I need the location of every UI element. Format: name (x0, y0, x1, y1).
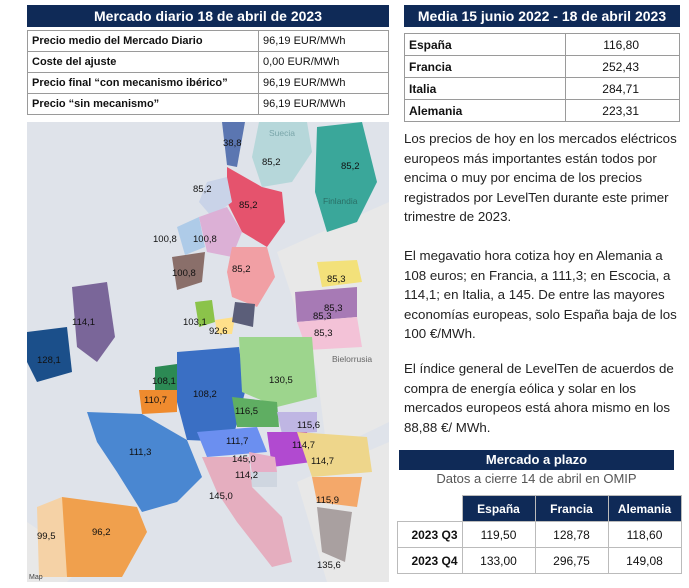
map-price-label: 145,0 (232, 454, 256, 465)
map-price-label: 92,6 (209, 326, 228, 337)
average-table (404, 33, 680, 122)
futures-table (397, 495, 682, 574)
map-price-label: 115,9 (316, 495, 340, 506)
map-price-label: 85,3 (314, 328, 333, 339)
map-price-label: 100,8 (193, 234, 217, 245)
row-label: Alemania (405, 100, 566, 122)
row-value: 0,00 EUR/MWh (259, 52, 389, 73)
map-price-label: 85,2 (232, 264, 251, 275)
average-header: Media 15 junio 2022 - 18 de abril 2023 (404, 5, 680, 27)
map-region-name: Suecia (269, 128, 295, 138)
futures-header: Mercado a plazo (399, 450, 674, 470)
map-price-label: 116,5 (235, 406, 259, 417)
map-price-label: 108,1 (152, 376, 176, 387)
row-value: 116,80 (566, 34, 680, 56)
row-value: 96,19 EUR/MWh (259, 73, 389, 94)
row-label: Italia (405, 78, 566, 100)
table-row (398, 548, 682, 574)
row-value: 223,31 (566, 100, 680, 122)
table-row (405, 34, 680, 56)
map-price-label: 85,3 (324, 303, 343, 314)
map-price-label: 114,7 (292, 440, 316, 451)
map-price-label: 114,1 (72, 317, 96, 328)
map-price-label: 110,7 (144, 395, 168, 406)
paragraph-1: Los precios de hoy en los mercados eléctricos europeos más importantes están todos por encima o muy por encima de los precios registrados por LevelTen durante este primer trimestre de 2023. (404, 131, 677, 224)
cell: 296,75 (535, 548, 608, 574)
row-label: Precio medio del Mercado Diario (28, 31, 259, 52)
row-value: 96,19 EUR/MWh (259, 31, 389, 52)
paragraph-3: El índice general de LevelTen de acuerdos de compra de energía eólica y solar en los mercados europeos está ahora mismo en los 88,88 €/ MWh. (404, 361, 674, 435)
daily-market-header: Mercado diario 18 de abril de 2023 (27, 5, 389, 27)
map-price-label: 128,1 (37, 355, 61, 366)
cell: 133,00 (462, 548, 535, 574)
table-row (28, 73, 389, 94)
map-price-label: 85,3 (313, 311, 332, 322)
table-row (28, 31, 389, 52)
map-price-label: 114,2 (235, 470, 259, 481)
row-label: Precio “sin mecanismo” (28, 94, 259, 115)
map-price-label: 96,2 (92, 527, 111, 538)
table-row (405, 56, 680, 78)
map-price-label: 108,2 (193, 389, 217, 400)
column-header: Francia (535, 496, 608, 522)
map-price-label: 85,2 (239, 200, 258, 211)
map-price-label: 99,5 (37, 531, 56, 542)
map-price-label: 100,8 (172, 268, 196, 279)
map-price-label: 111,3 (129, 447, 152, 458)
row-label: España (405, 34, 566, 56)
cell: 118,60 (608, 522, 681, 548)
map-price-label: 130,5 (269, 375, 293, 386)
row-value: 284,71 (566, 78, 680, 100)
table-row (28, 52, 389, 73)
row-label: 2023 Q4 (398, 548, 463, 574)
paragraph-2: El megavatio hora cotiza hoy en Alemania a 108 euros; en Francia, a 111,3; en Escocia, a 114,1; en Italia, a 145. De entre las mayores economías europeas, solo España baja de los 100 €/MWh. (404, 248, 677, 341)
table-header-row (398, 496, 682, 522)
table-row (28, 94, 389, 115)
map-price-label: 111,7 (226, 436, 249, 447)
cell: 149,08 (608, 548, 681, 574)
futures-subtitle: Datos a cierre 14 de abril en OMIP (436, 471, 637, 486)
map-price-label: 38,8 (223, 138, 242, 149)
column-header: España (462, 496, 535, 522)
row-label: Francia (405, 56, 566, 78)
map-price-label: 85,2 (262, 157, 281, 168)
map-price-label: 85,3 (327, 274, 346, 285)
map-region-name: Finlandia (323, 196, 358, 206)
map-price-label: 115,6 (297, 420, 321, 431)
column-header: Alemania (608, 496, 681, 522)
map-price-label: 114,7 (311, 456, 335, 467)
table-row (405, 100, 680, 122)
cell: 128,78 (535, 522, 608, 548)
row-value: 252,43 (566, 56, 680, 78)
row-label: 2023 Q3 (398, 522, 463, 548)
cell: 119,50 (462, 522, 535, 548)
map-credit: Map (29, 574, 43, 581)
map-price-label: 145,0 (209, 491, 233, 502)
map-price-label: 100,8 (153, 234, 177, 245)
map-price-label: 135,6 (317, 560, 341, 571)
daily-market-table (27, 30, 389, 115)
row-value: 96,19 EUR/MWh (259, 94, 389, 115)
table-row (405, 78, 680, 100)
map-price-label: 85,2 (193, 184, 212, 195)
row-label: Precio final “con mecanismo ibérico” (28, 73, 259, 94)
map-price-label: 103,1 (183, 317, 207, 328)
row-label: Coste del ajuste (28, 52, 259, 73)
europe-price-map (27, 122, 389, 582)
map-region-name: Bielorrusia (332, 354, 373, 364)
table-row (398, 522, 682, 548)
map-price-label: 85,2 (341, 161, 360, 172)
